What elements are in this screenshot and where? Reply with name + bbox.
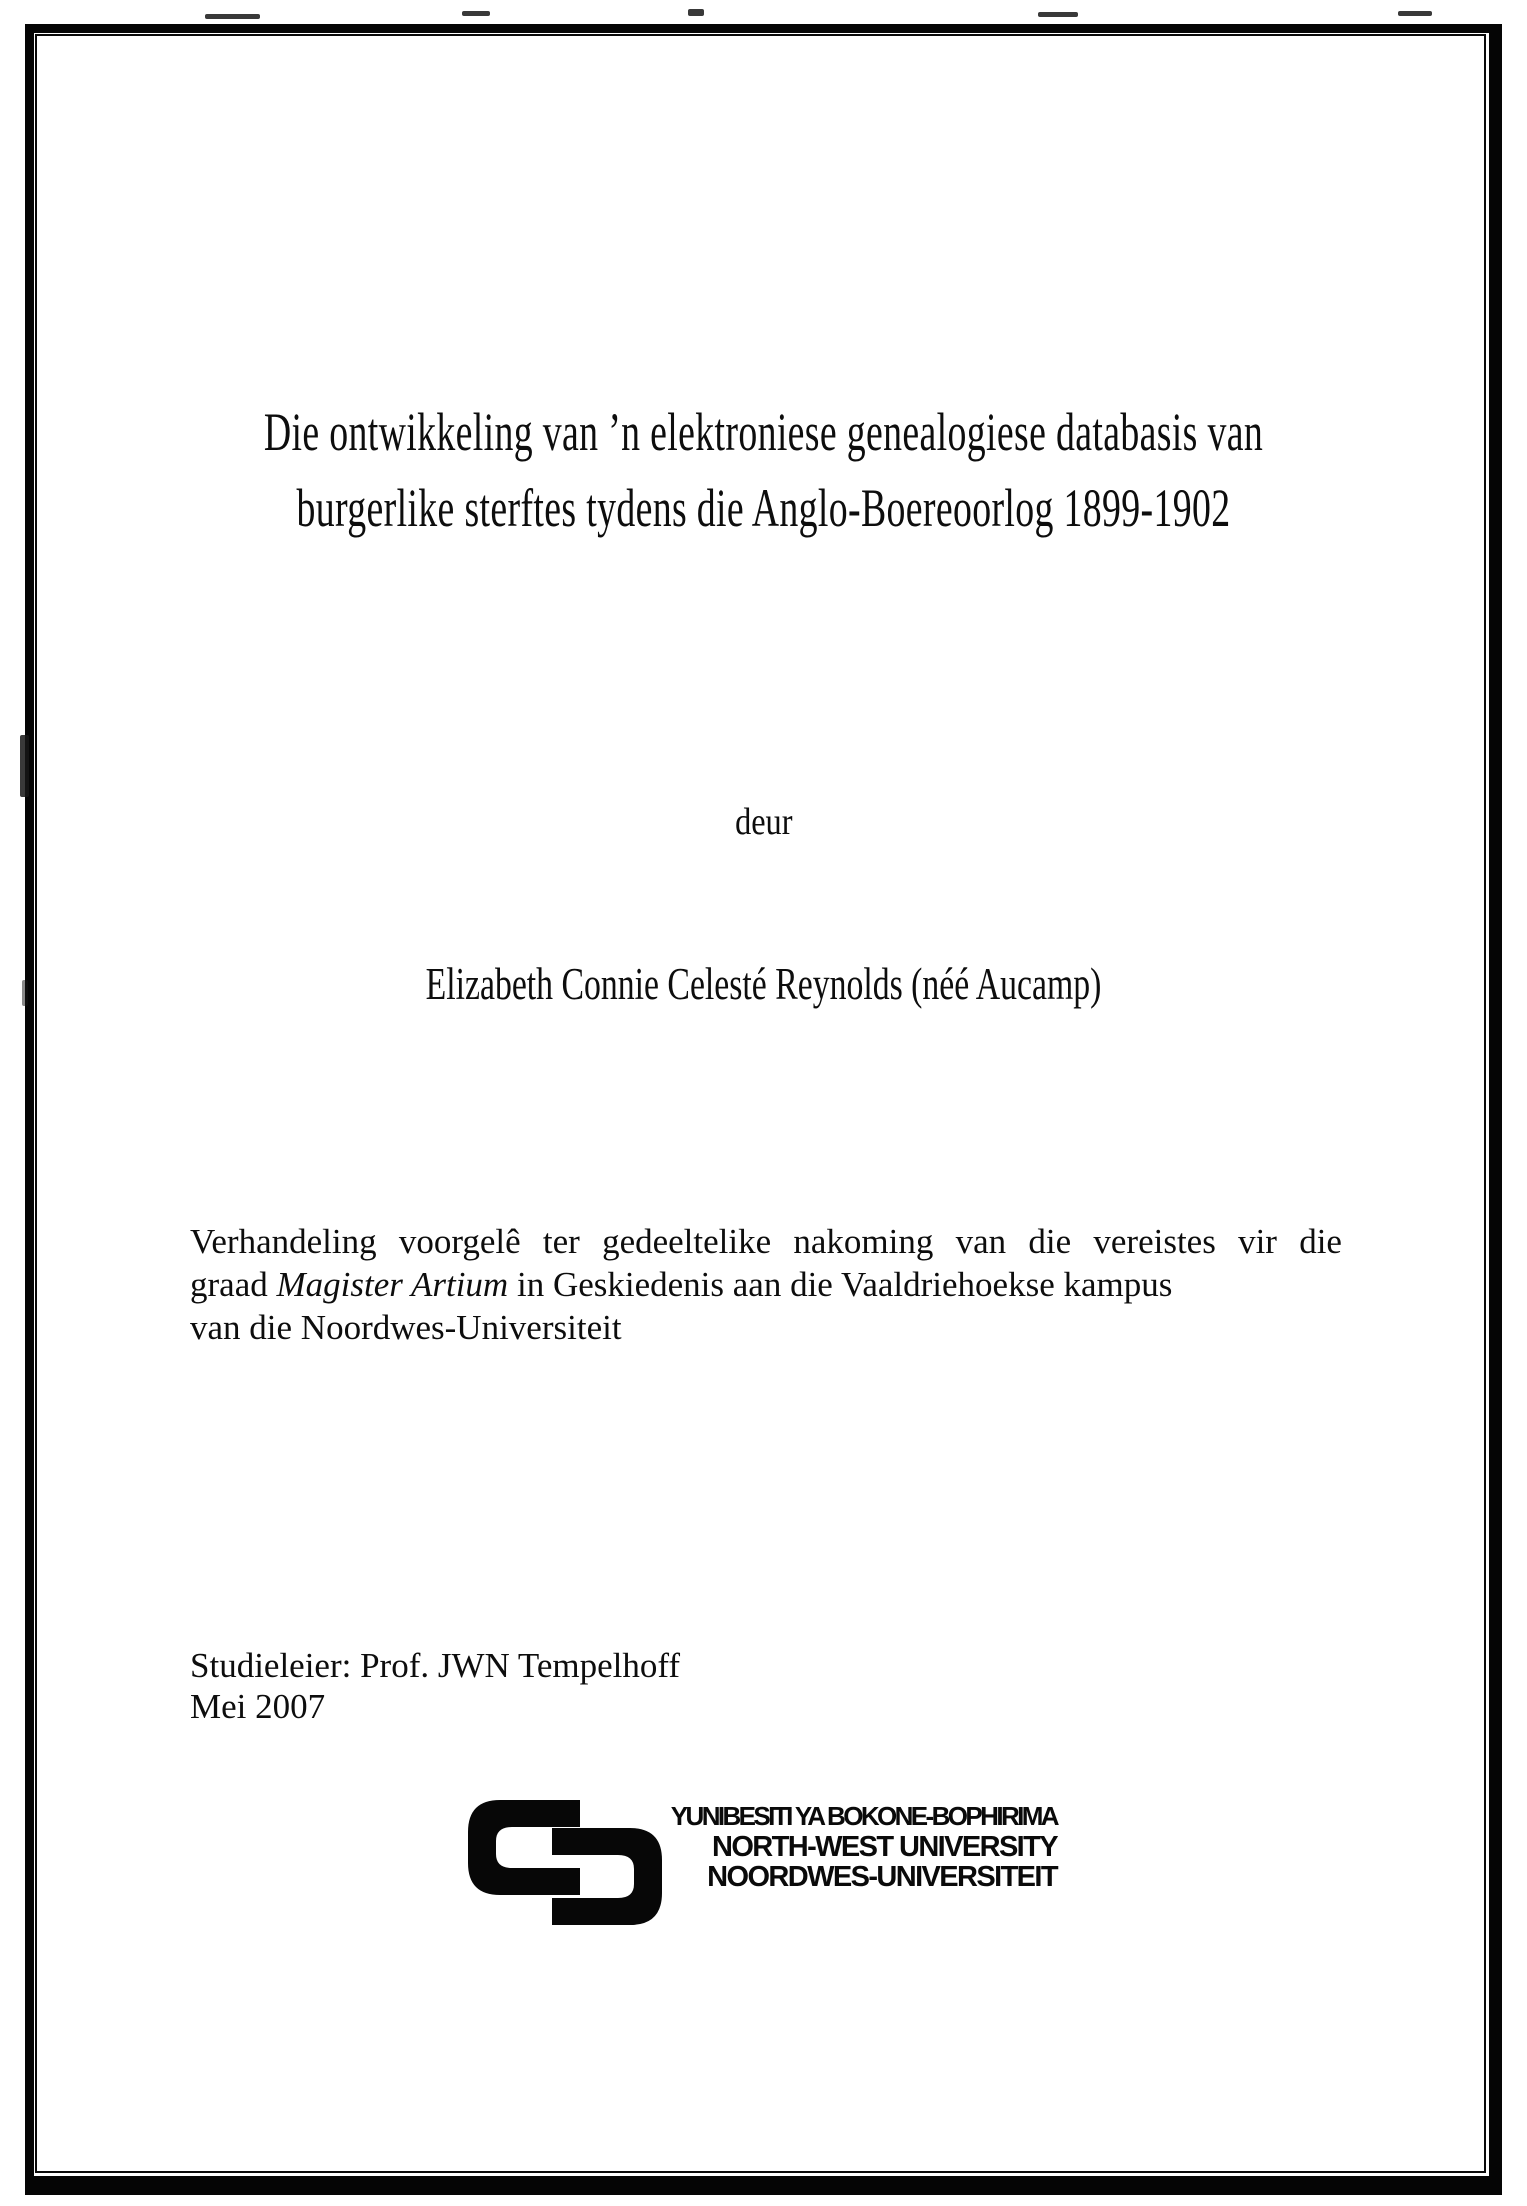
statement-line-2 [190,1263,1342,1306]
scan-artifact [205,14,260,19]
statement-word: gedeeltelike [602,1222,772,1261]
logo-text-line-2: NORTH-WEST UNIVERSITY [711,1831,1057,1863]
author-block [0,956,1527,1012]
scan-artifact [20,735,29,797]
supervisor-block [190,1645,680,1727]
date-line: Mei 2007 [190,1687,326,1726]
scan-artifact [1398,11,1432,16]
statement-line-1 [190,1220,1342,1263]
statement-word: Verhandeling [190,1222,377,1261]
logo-text-block [585,1801,1057,1892]
supervisor-line: Studieleier: Prof. JWN Tempelhoff [190,1646,681,1685]
statement-word: die [1028,1222,1072,1261]
statement-line-2-post: in Geskiedenis aan die Vaaldriehoekse kampus [508,1265,1173,1304]
statement-word: ter [542,1222,580,1261]
thesis-title [0,394,1527,546]
byline [0,799,1527,845]
title-line-2: burgerlike sterftes tydens die Anglo-Boereoorlog 1899-1902 [296,478,1231,538]
university-logo [466,1799,1066,1939]
statement-line-3: van die Noordwes-Universiteit [190,1308,622,1347]
scan-artifact [688,9,704,16]
degree-statement [190,1220,1342,1349]
scan-artifact [462,11,490,16]
statement-word: vir [1238,1222,1277,1261]
statement-word: voorgelê [398,1222,521,1261]
title-line-1: Die ontwikkeling van ’n elektroniese genealogiese databasis van [263,402,1264,462]
logo-text-line-1: YUNIBESITI YA BOKONE-BOPHIRIMA [670,1801,1057,1831]
byline-deur: deur [734,801,793,843]
statement-word: van [955,1222,1007,1261]
statement-word: vereistes [1093,1222,1216,1261]
magister-artium-italic: Magister Artium [276,1265,509,1304]
logo-text-line-3: NOORDWES-UNIVERSITEIT [707,1861,1057,1893]
scan-artifact [1038,12,1078,17]
statement-word: die [1299,1222,1342,1261]
statement-line-2-pre: graad [190,1265,277,1304]
statement-word: nakoming [793,1222,934,1261]
author-name: Elizabeth Connie Celesté Reynolds (néé Aucamp) [425,959,1102,1009]
